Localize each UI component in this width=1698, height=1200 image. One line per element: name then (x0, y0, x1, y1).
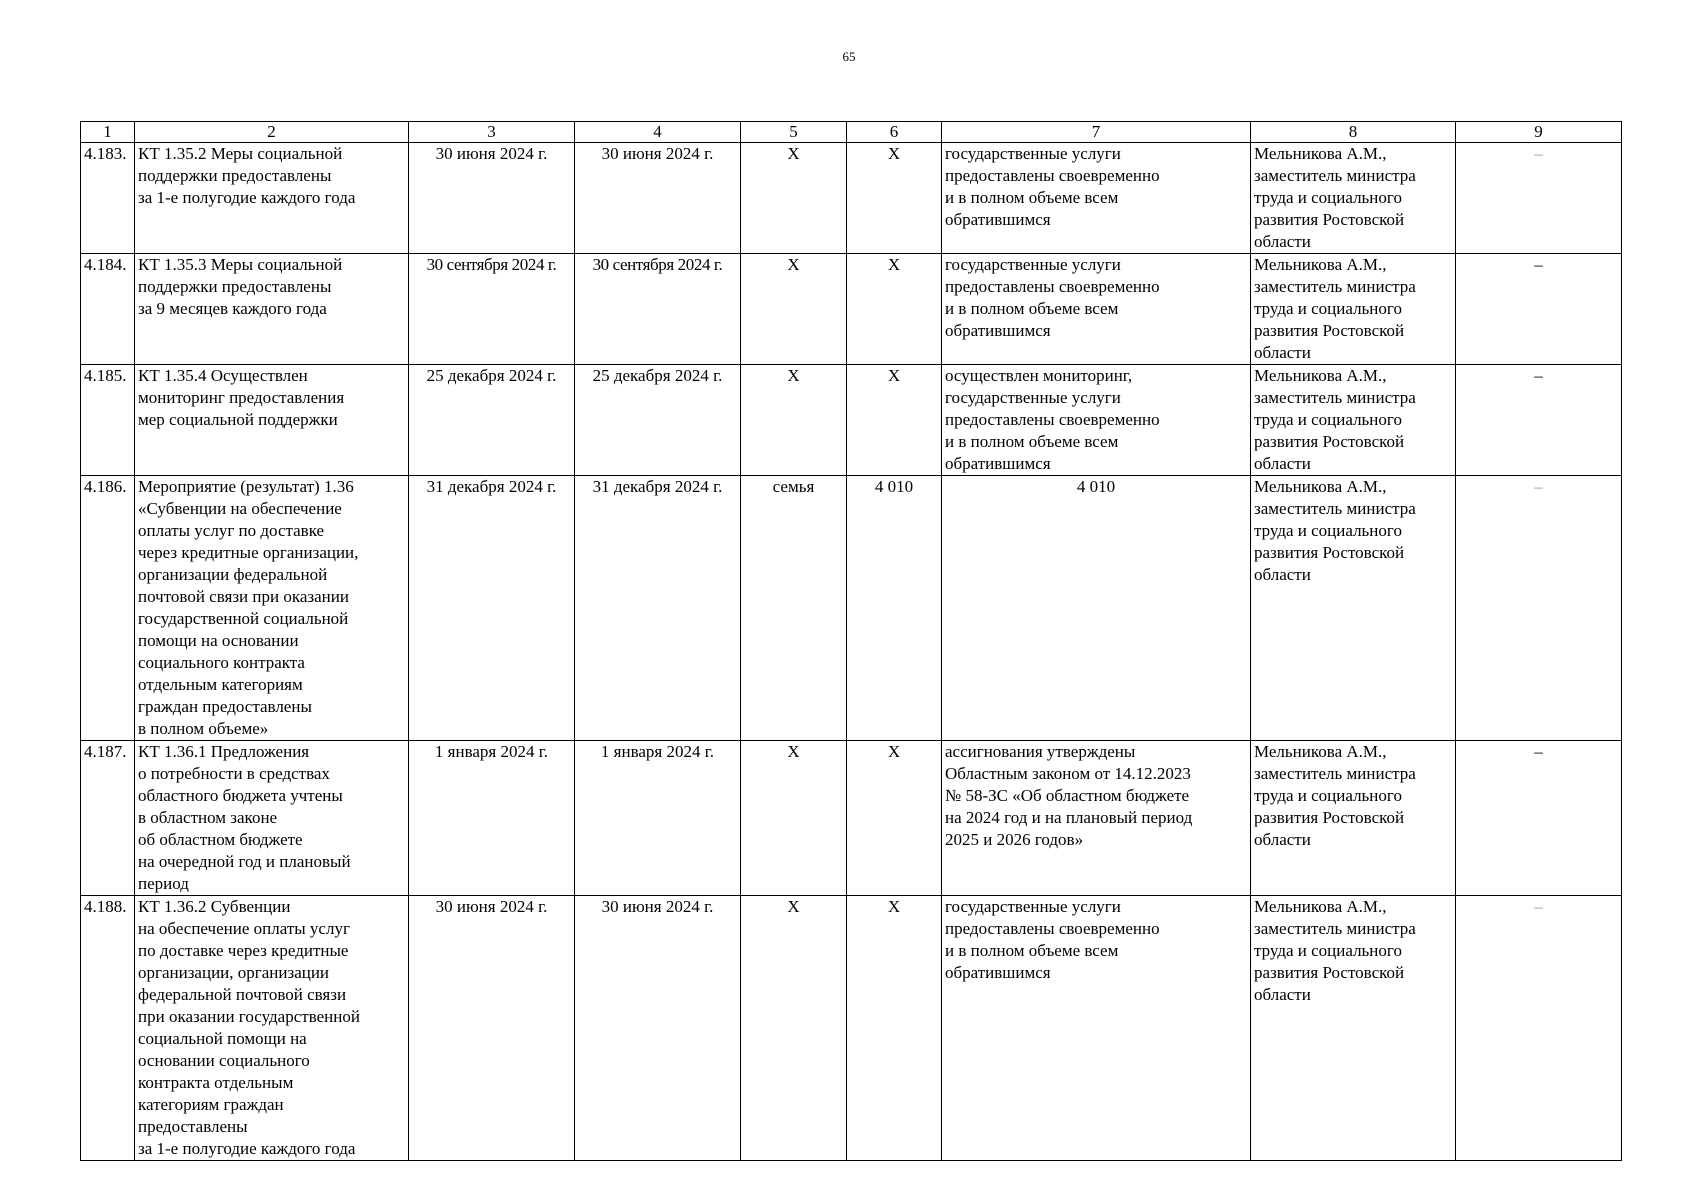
expected-result: осуществлен мониторинг, государственные услуги предоставлены своевременно и в полном объеме всем обратившимся (942, 365, 1251, 476)
end-date: 30 сентября 2024 г. (575, 254, 741, 365)
table-row (81, 896, 1622, 1161)
planned-value: Х (847, 896, 942, 1161)
responsible-person: Мельникова А.М., заместитель министра труда и социального развития Ростовской области (1251, 896, 1456, 1161)
unit-of-measure: Х (741, 143, 847, 254)
note-dash: – (1534, 144, 1543, 163)
table-row (81, 476, 1622, 741)
row-number: 4.186. (81, 476, 135, 741)
end-date: 1 января 2024 г. (575, 741, 741, 896)
row-number: 4.185. (81, 365, 135, 476)
expected-result: государственные услуги предоставлены своевременно и в полном объеме всем обратившимся (942, 143, 1251, 254)
unit-of-measure: Х (741, 741, 847, 896)
column-header: 6 (847, 122, 942, 143)
end-date: 31 декабря 2024 г. (575, 476, 741, 741)
table-row (81, 365, 1622, 476)
event-name: КТ 1.35.3 Меры социальной поддержки предоставлены за 9 месяцев каждого года (135, 254, 409, 365)
start-date: 30 июня 2024 г. (409, 143, 575, 254)
column-header: 7 (942, 122, 1251, 143)
table-row (81, 741, 1622, 896)
start-date: 25 декабря 2024 г. (409, 365, 575, 476)
responsible-person: Мельникова А.М., заместитель министра труда и социального развития Ростовской области (1251, 143, 1456, 254)
event-name: КТ 1.36.1 Предложения о потребности в средствах областного бюджета учтены в областном законе об областном бюджете на очередной год и плановый период (135, 741, 409, 896)
start-date: 1 января 2024 г. (409, 741, 575, 896)
expected-result: государственные услуги предоставлены своевременно и в полном объеме всем обратившимся (942, 896, 1251, 1161)
event-name: КТ 1.35.4 Осуществлен мониторинг предоставления мер социальной поддержки (135, 365, 409, 476)
event-name: КТ 1.35.2 Меры социальной поддержки предоставлены за 1-е полугодие каждого года (135, 143, 409, 254)
responsible-person: Мельникова А.М., заместитель министра труда и социального развития Ростовской области (1251, 476, 1456, 741)
column-number-header-row (81, 122, 1622, 143)
planned-value: 4 010 (847, 476, 942, 741)
unit-of-measure: Х (741, 254, 847, 365)
column-header: 9 (1456, 122, 1622, 143)
unit-of-measure: семья (741, 476, 847, 741)
row-number: 4.184. (81, 254, 135, 365)
expected-result: государственные услуги предоставлены своевременно и в полном объеме всем обратившимся (942, 254, 1251, 365)
note-dash: – (1534, 366, 1543, 385)
column-header: 5 (741, 122, 847, 143)
planned-value: Х (847, 254, 942, 365)
note-dash: – (1534, 477, 1543, 496)
event-name: Мероприятие (результат) 1.36 «Субвенции на обеспечение оплаты услуг по доставке через кредитные организации, организации федеральной почтовой связи при оказании государственной социальной помощи на основании социального контракта отдельным категориям граждан предоставлены в полном объеме» (135, 476, 409, 741)
column-header: 4 (575, 122, 741, 143)
start-date: 30 июня 2024 г. (409, 896, 575, 1161)
note-dash: – (1534, 742, 1543, 761)
note-dash: – (1534, 255, 1543, 274)
document-table (80, 121, 1622, 1161)
expected-result: 4 010 (942, 476, 1251, 741)
page-number: 65 (842, 49, 856, 64)
column-header: 1 (81, 122, 135, 143)
start-date: 30 сентября 2024 г. (409, 254, 575, 365)
planned-value: Х (847, 741, 942, 896)
table-row (81, 254, 1622, 365)
column-header: 2 (135, 122, 409, 143)
note-dash: – (1534, 897, 1543, 916)
end-date: 30 июня 2024 г. (575, 896, 741, 1161)
event-name: КТ 1.36.2 Субвенции на обеспечение оплаты услуг по доставке через кредитные организации, организации федеральной почтовой связи при оказании государственной социальной помощи на основании социального контракта отдельным категориям граждан предоставлены за 1-е полугодие каждого года (135, 896, 409, 1161)
responsible-person: Мельникова А.М., заместитель министра труда и социального развития Ростовской области (1251, 741, 1456, 896)
row-number: 4.188. (81, 896, 135, 1161)
unit-of-measure: Х (741, 896, 847, 1161)
table-row (81, 143, 1622, 254)
planned-value: Х (847, 365, 942, 476)
planned-value: Х (847, 143, 942, 254)
row-number: 4.183. (81, 143, 135, 254)
unit-of-measure: Х (741, 365, 847, 476)
column-header: 3 (409, 122, 575, 143)
column-header: 8 (1251, 122, 1456, 143)
end-date: 25 декабря 2024 г. (575, 365, 741, 476)
row-number: 4.187. (81, 741, 135, 896)
end-date: 30 июня 2024 г. (575, 143, 741, 254)
responsible-person: Мельникова А.М., заместитель министра труда и социального развития Ростовской области (1251, 254, 1456, 365)
responsible-person: Мельникова А.М., заместитель министра труда и социального развития Ростовской области (1251, 365, 1456, 476)
expected-result: ассигнования утверждены Областным законом от 14.12.2023 № 58-ЗС «Об областном бюджете на 2024 год и на плановый период 2025 и 2026 годов» (942, 741, 1251, 896)
start-date: 31 декабря 2024 г. (409, 476, 575, 741)
